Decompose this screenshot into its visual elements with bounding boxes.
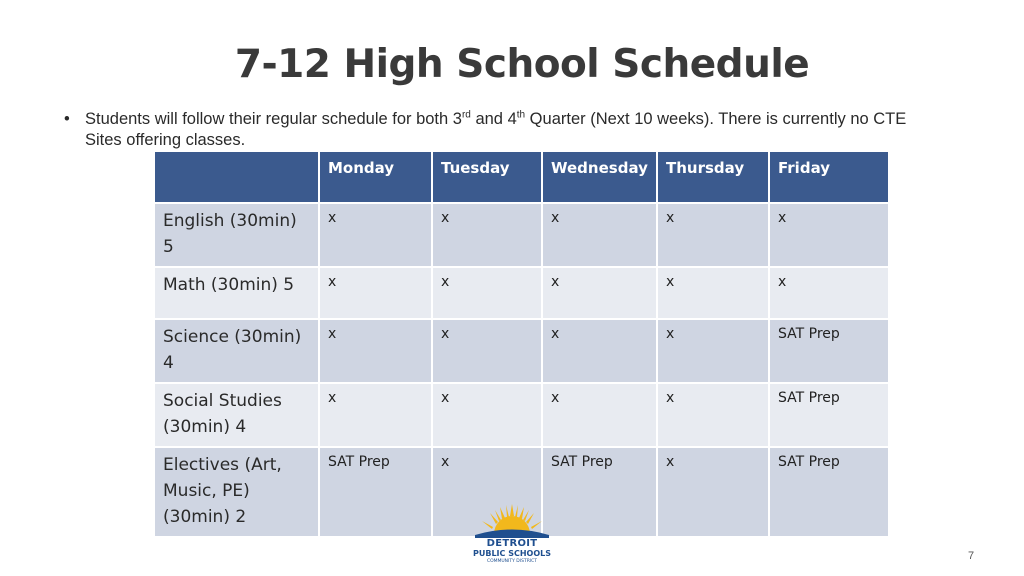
table-row-english [154, 203, 889, 267]
header-cell-friday: Friday [769, 151, 889, 203]
table-cell: x [432, 203, 542, 267]
header-cell-tuesday: Tuesday [432, 151, 542, 203]
table-cell: x [542, 383, 657, 447]
table-cell: x [657, 203, 769, 267]
table-cell: x [657, 319, 769, 383]
table-cell: SAT Prep [542, 447, 657, 537]
logo-line-3: COMMUNITY DISTRICT [486, 559, 538, 564]
row-label: Math (30min) 5 [154, 267, 319, 319]
slide-title: 7-12 High School Schedule [234, 42, 810, 87]
table-cell: x [319, 383, 432, 447]
row-label: Electives (Art, Music, PE) (30min) 2 [154, 447, 319, 537]
row-label: Social Studies (30min) 4 [154, 383, 319, 447]
page-number: 7 [968, 550, 975, 562]
table-cell: x [542, 319, 657, 383]
header-cell-monday: Monday [319, 151, 432, 203]
table-cell: x [542, 203, 657, 267]
row-label: English (30min) 5 [154, 203, 319, 267]
table-cell: SAT Prep [769, 319, 889, 383]
bullet-text-part3: Quarter (Next 10 weeks). There is currently no CTE Sites offering classes. [85, 110, 907, 149]
header-cell-wednesday: Wednesday [542, 151, 657, 203]
table-cell: x [542, 267, 657, 319]
bullet-text [85, 109, 914, 151]
table-cell: SAT Prep [769, 447, 889, 537]
table-cell: x [657, 447, 769, 537]
detroit-public-schools-logo [469, 502, 555, 566]
logo-line-2: PUBLIC SCHOOLS [473, 549, 551, 558]
bullet-text-part2: and 4 [470, 110, 517, 128]
schedule-table [153, 150, 890, 538]
table-cell: x [432, 383, 542, 447]
bullet-sup-rd: rd [461, 109, 471, 121]
table-row-social-studies [154, 383, 889, 447]
table-cell: x [319, 203, 432, 267]
table-cell: x [432, 447, 542, 537]
bullet-text-part1: Students will follow their regular schedule for both 3 [85, 110, 462, 128]
table-cell: x [769, 267, 889, 319]
table-cell: x [769, 203, 889, 267]
bullet-point [64, 109, 914, 151]
bullet-sup-th: th [516, 109, 526, 121]
bullet-dot: • [64, 110, 70, 128]
table-cell: x [432, 319, 542, 383]
table-cell: x [319, 267, 432, 319]
table-cell: x [657, 383, 769, 447]
table-cell: SAT Prep [319, 447, 432, 537]
sun-icon [469, 502, 555, 538]
table-cell: x [432, 267, 542, 319]
header-cell-blank [154, 151, 319, 203]
logo-line-1: DETROIT [486, 538, 538, 549]
table-row-math [154, 267, 889, 319]
table-cell: x [657, 267, 769, 319]
row-label: Science (30min) 4 [154, 319, 319, 383]
header-cell-thursday: Thursday [657, 151, 769, 203]
table-header-row [154, 151, 889, 203]
table-row-science [154, 319, 889, 383]
table-cell: x [319, 319, 432, 383]
table-cell: SAT Prep [769, 383, 889, 447]
